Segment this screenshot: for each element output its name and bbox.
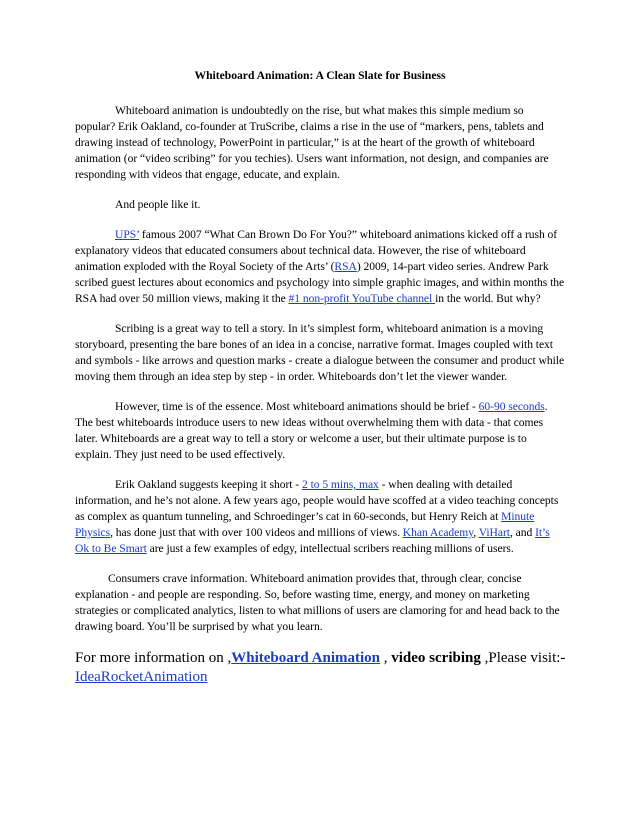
paragraph-intro: Whiteboard animation is undoubtedly on the rise, but what makes this simple medium so popular? Erik Oakland, co-founder at TruScribe, claims a rise in the use of “markers, pens, tablets and drawing instead of technology, PowerPoint in particular,” is at the heart of the growth of whiteboard animation (or “video scribing” for you techies). Users want information, not design, and companies are responding with videos that engage, educate, and explain. [75,104,549,181]
paragraph-text: Erik Oakland suggests keeping it short - [115,478,302,491]
footer-text: For more information on , [75,650,232,666]
footer-text: ,Please visit:- [480,650,566,666]
paragraph-text: However, time is of the essence. Most whiteboard animations should be brief - [115,400,479,413]
paragraph-text: famous 2007 “What Can Brown Do For You?” whiteboard animations kicked off a rush of explanatory videos that educated consumers about technical data. However, the rise of whiteboard animation exploded with the Royal Society of the Arts’ ( [75,228,558,273]
its-ok-to-be-smart-link[interactable]: It’s Ok to Be Smart [75,526,550,555]
paragraph-text: in the world. But why? [435,292,541,305]
whiteboard-animation-link[interactable] [231,650,380,666]
mins-max-link[interactable]: 2 to 5 mins, max [301,478,379,491]
paragraph-keep-short [75,477,565,557]
document-title: Whiteboard Animation: A Clean Slate for Business [194,69,446,82]
document-page [75,68,565,687]
vihart-link[interactable]: ViHart [478,526,510,539]
nonprofit-youtube-link[interactable]: #1 non-profit YouTube channel [288,292,436,305]
paragraph-text: are just a few examples of edgy, intellectual scribers reaching millions of users. [146,542,514,555]
video-scribing-label: video scribing [391,650,481,666]
paragraph-text: ) 2009, 14-part video series. Andrew Park scribed guest lectures about economics and psychology into simple graphic images, and within months the RSA had over 50 million views, making it the [75,260,565,305]
idearocket-animation-link[interactable]: IdeaRocketAnimation [75,669,208,685]
whiteboard-animation-link-label: Whiteboard Animation [231,650,381,666]
rsa-link[interactable]: RSA [334,260,357,273]
minute-physics-link[interactable]: Minute Physics [75,510,535,539]
paragraph-text: , and [509,526,536,539]
footer-more-info [75,649,565,687]
khan-academy-link[interactable]: Khan Academy [402,526,474,539]
paragraph-storytelling: Scribing is a great way to tell a story. In it’s simplest form, whiteboard animation is a moving storyboard, presenting the bare bones of an idea in a concise, narrative format. Images coupled with text and symbols - like arrows and question marks - create a dialogue between the consumer and product while moving them through an idea step by step - in order. Whiteboards don’t let the viewer wander. [75,322,565,383]
footer-text: , [380,650,392,666]
paragraph-text: - when dealing with detailed information, and he’s not alone. A few years ago, people would have scoffed at a video teaching concepts as complex as quantum tunneling, and Schroedinger’s cat in 60-seconds, but Henry Reich at [75,478,559,523]
paragraph-text: . The best whiteboards introduce users to new ideas without overwhelming them with data - that comes later. Whiteboards are a great way to tell a story or welcome a user, but their ultimate purpose is to explain. They just need to be used effectively. [75,400,548,461]
paragraph-text: , [473,526,479,539]
paragraph-time [75,399,565,463]
paragraph-text: , has done just that with over 100 videos and millions of views. [110,526,403,539]
paragraph-conclusion: Consumers crave information. Whiteboard animation provides that, through clear, concise explanation - and people are responding. So, before wasting time, energy, and money on marketing strategies or complicated analytics, listen to what millions of users are clamoring for and head back to the drawing board. You’ll be surprised by what you learn. [75,572,560,633]
seconds-link[interactable]: 60-90 seconds [478,400,545,413]
ups-link[interactable]: UPS’ [115,228,140,241]
paragraph-ups-history [75,227,565,307]
paragraph-people-like-it: And people like it. [115,198,201,211]
